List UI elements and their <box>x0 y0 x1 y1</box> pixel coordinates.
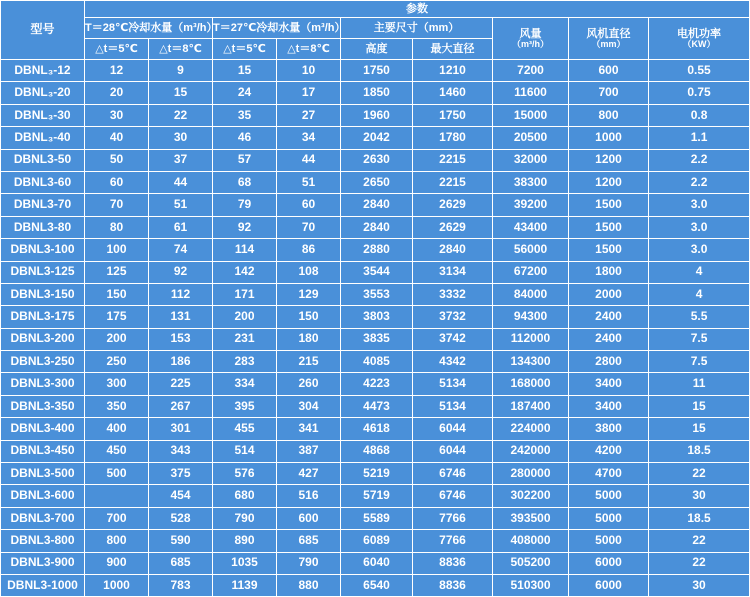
cell-motor-power: 22 <box>649 530 750 552</box>
cell-cooling-27-dt5: 15 <box>213 60 277 82</box>
cell-motor-power: 22 <box>649 463 750 485</box>
cell-model: DBNL3-250 <box>1 351 85 373</box>
table-row <box>1 194 750 216</box>
table-row <box>1 530 750 552</box>
cell-max-diameter: 4342 <box>413 351 493 373</box>
cell-cooling-27-dt5: 142 <box>213 261 277 283</box>
cell-air-volume: 15000 <box>493 104 569 126</box>
cell-model: DBNL₃-20 <box>1 82 85 104</box>
header-motor-power-label: 电机功率 <box>677 27 722 40</box>
cell-max-diameter: 2629 <box>413 194 493 216</box>
cell-motor-power: 11 <box>649 373 750 395</box>
cell-air-volume: 393500 <box>493 507 569 529</box>
cell-cooling-28-dt8: 61 <box>149 216 213 238</box>
cell-height: 6089 <box>341 530 413 552</box>
cell-fan-diameter: 1800 <box>569 261 649 283</box>
cell-model: DBNL3-500 <box>1 463 85 485</box>
cell-air-volume: 408000 <box>493 530 569 552</box>
cell-cooling-28-dt8: 375 <box>149 463 213 485</box>
cell-cooling-28-dt8: 131 <box>149 306 213 328</box>
header-air-volume-label: 风量 <box>519 27 542 40</box>
cell-air-volume: 168000 <box>493 373 569 395</box>
cell-model: DBNL3-200 <box>1 328 85 350</box>
cell-model: DBNL3-175 <box>1 306 85 328</box>
cell-cooling-27-dt8: 34 <box>277 127 341 149</box>
cell-max-diameter: 7766 <box>413 507 493 529</box>
cell-max-diameter: 1750 <box>413 104 493 126</box>
header-sub-28-dt5: △t＝5℃ <box>85 39 149 60</box>
cell-motor-power: 3.0 <box>649 216 750 238</box>
table-body <box>1 60 750 597</box>
cell-cooling-28-dt8: 783 <box>149 574 213 596</box>
cell-model: DBNL3-80 <box>1 216 85 238</box>
table-row <box>1 351 750 373</box>
cell-height: 5219 <box>341 463 413 485</box>
cell-model: DBNL3-150 <box>1 283 85 305</box>
cell-model: DBNL3-1000 <box>1 574 85 596</box>
cell-cooling-28-dt5: 450 <box>85 440 149 462</box>
cell-cooling-28-dt5: 1000 <box>85 574 149 596</box>
table-row <box>1 104 750 126</box>
cell-cooling-27-dt8: 150 <box>277 306 341 328</box>
cell-fan-diameter: 2000 <box>569 283 649 305</box>
table-row <box>1 306 750 328</box>
cell-cooling-27-dt5: 79 <box>213 194 277 216</box>
cell-max-diameter: 3134 <box>413 261 493 283</box>
cell-height: 4223 <box>341 373 413 395</box>
header-sub-27-dt5: △t＝5℃ <box>213 39 277 60</box>
cell-cooling-27-dt8: 427 <box>277 463 341 485</box>
cell-cooling-27-dt5: 1139 <box>213 574 277 596</box>
cell-max-diameter: 3332 <box>413 283 493 305</box>
cell-cooling-27-dt5: 171 <box>213 283 277 305</box>
cell-cooling-27-dt5: 200 <box>213 306 277 328</box>
cell-cooling-28-dt8: 44 <box>149 171 213 193</box>
cell-cooling-27-dt8: 44 <box>277 149 341 171</box>
cell-cooling-27-dt5: 46 <box>213 127 277 149</box>
cell-motor-power: 7.5 <box>649 328 750 350</box>
cell-cooling-27-dt8: 86 <box>277 239 341 261</box>
cell-fan-diameter: 1000 <box>569 127 649 149</box>
cell-max-diameter: 3742 <box>413 328 493 350</box>
cell-motor-power: 0.55 <box>649 60 750 82</box>
cell-fan-diameter: 6000 <box>569 574 649 596</box>
cell-max-diameter: 1460 <box>413 82 493 104</box>
cell-max-diameter: 2215 <box>413 171 493 193</box>
cell-fan-diameter: 3400 <box>569 373 649 395</box>
cell-fan-diameter: 6000 <box>569 552 649 574</box>
header-group-cooling-27: T＝27℃冷却水量（m³/h） <box>213 18 341 39</box>
cell-cooling-28-dt8: 225 <box>149 373 213 395</box>
cell-cooling-27-dt8: 180 <box>277 328 341 350</box>
cell-motor-power: 5.5 <box>649 306 750 328</box>
cell-motor-power: 3.0 <box>649 194 750 216</box>
cell-cooling-28-dt5: 20 <box>85 82 149 104</box>
cell-height: 4473 <box>341 395 413 417</box>
header-sub-28-dt8: △t＝8℃ <box>149 39 213 60</box>
cell-cooling-27-dt5: 455 <box>213 418 277 440</box>
cell-height: 2840 <box>341 194 413 216</box>
cell-cooling-28-dt5: 250 <box>85 351 149 373</box>
cell-fan-diameter: 1200 <box>569 149 649 171</box>
cell-cooling-27-dt8: 70 <box>277 216 341 238</box>
cell-model: DBNL3-450 <box>1 440 85 462</box>
cell-cooling-27-dt5: 68 <box>213 171 277 193</box>
cell-model: DBNL3-60 <box>1 171 85 193</box>
cell-cooling-28-dt8: 92 <box>149 261 213 283</box>
cell-max-diameter: 5134 <box>413 395 493 417</box>
table-row <box>1 283 750 305</box>
cell-max-diameter: 2215 <box>413 149 493 171</box>
cell-cooling-27-dt5: 790 <box>213 507 277 529</box>
cell-model: DBNL3-350 <box>1 395 85 417</box>
table-row <box>1 418 750 440</box>
cell-fan-diameter: 1500 <box>569 239 649 261</box>
header-fan-diameter-unit: （mm） <box>591 38 626 49</box>
cell-motor-power: 15 <box>649 395 750 417</box>
cell-cooling-27-dt5: 1035 <box>213 552 277 574</box>
table-row <box>1 149 750 171</box>
cell-model: DBNL3-70 <box>1 194 85 216</box>
cell-fan-diameter: 4700 <box>569 463 649 485</box>
cell-cooling-27-dt5: 395 <box>213 395 277 417</box>
cell-cooling-28-dt8: 301 <box>149 418 213 440</box>
cell-motor-power: 3.0 <box>649 239 750 261</box>
table-header <box>1 1 750 60</box>
cell-air-volume: 134300 <box>493 351 569 373</box>
cell-air-volume: 38300 <box>493 171 569 193</box>
cell-motor-power: 7.5 <box>649 351 750 373</box>
cell-model: DBNL3-600 <box>1 485 85 507</box>
cell-model: DBNL3-50 <box>1 149 85 171</box>
cell-max-diameter: 7766 <box>413 530 493 552</box>
cell-model: DBNL3-100 <box>1 239 85 261</box>
cell-model: DBNL₃-30 <box>1 104 85 126</box>
cell-fan-diameter: 2800 <box>569 351 649 373</box>
table-row <box>1 485 750 507</box>
cell-cooling-28-dt8: 37 <box>149 149 213 171</box>
cell-max-diameter: 1210 <box>413 60 493 82</box>
header-sub-height: 高度 <box>341 39 413 60</box>
cell-air-volume: 280000 <box>493 463 569 485</box>
cell-max-diameter: 8836 <box>413 552 493 574</box>
cell-fan-diameter: 3400 <box>569 395 649 417</box>
cell-air-volume: 7200 <box>493 60 569 82</box>
table-row <box>1 82 750 104</box>
header-fan-diameter-label: 风机直径 <box>586 27 631 40</box>
cell-fan-diameter: 600 <box>569 60 649 82</box>
cell-cooling-28-dt8: 22 <box>149 104 213 126</box>
cell-fan-diameter: 5000 <box>569 530 649 552</box>
cell-air-volume: 94300 <box>493 306 569 328</box>
header-motor-power <box>649 18 750 60</box>
cell-model: DBNL3-900 <box>1 552 85 574</box>
cell-cooling-28-dt5: 700 <box>85 507 149 529</box>
cell-height: 3803 <box>341 306 413 328</box>
cell-fan-diameter: 1500 <box>569 216 649 238</box>
cell-cooling-28-dt8: 267 <box>149 395 213 417</box>
table-row <box>1 60 750 82</box>
cell-cooling-28-dt5: 150 <box>85 283 149 305</box>
cell-cooling-28-dt8: 590 <box>149 530 213 552</box>
cell-cooling-28-dt5: 12 <box>85 60 149 82</box>
cell-cooling-28-dt5: 300 <box>85 373 149 395</box>
cell-cooling-27-dt5: 92 <box>213 216 277 238</box>
cell-air-volume: 224000 <box>493 418 569 440</box>
cell-cooling-27-dt5: 514 <box>213 440 277 462</box>
cell-model: DBNL₃-40 <box>1 127 85 149</box>
cell-cooling-28-dt5 <box>85 485 149 507</box>
cell-max-diameter: 6044 <box>413 418 493 440</box>
cell-cooling-27-dt8: 17 <box>277 82 341 104</box>
cell-cooling-27-dt8: 600 <box>277 507 341 529</box>
cell-motor-power: 22 <box>649 552 750 574</box>
cell-max-diameter: 6746 <box>413 485 493 507</box>
cell-cooling-27-dt8: 260 <box>277 373 341 395</box>
cell-max-diameter: 2840 <box>413 239 493 261</box>
cell-cooling-28-dt5: 125 <box>85 261 149 283</box>
cell-cooling-28-dt5: 60 <box>85 171 149 193</box>
cell-cooling-27-dt8: 27 <box>277 104 341 126</box>
cell-cooling-27-dt5: 231 <box>213 328 277 350</box>
cell-cooling-28-dt8: 528 <box>149 507 213 529</box>
cell-cooling-28-dt8: 15 <box>149 82 213 104</box>
cell-motor-power: 4 <box>649 261 750 283</box>
cell-fan-diameter: 700 <box>569 82 649 104</box>
cell-height: 3835 <box>341 328 413 350</box>
cell-cooling-27-dt5: 24 <box>213 82 277 104</box>
cell-fan-diameter: 5000 <box>569 485 649 507</box>
header-motor-power-unit: （KW） <box>682 38 716 49</box>
cell-height: 3544 <box>341 261 413 283</box>
cell-height: 1850 <box>341 82 413 104</box>
cell-air-volume: 187400 <box>493 395 569 417</box>
header-sub-max-diameter: 最大直径 <box>413 39 493 60</box>
cell-cooling-28-dt5: 40 <box>85 127 149 149</box>
cell-max-diameter: 2629 <box>413 216 493 238</box>
header-row-groups <box>1 18 750 39</box>
cell-cooling-28-dt8: 454 <box>149 485 213 507</box>
cell-cooling-27-dt8: 790 <box>277 552 341 574</box>
cell-air-volume: 67200 <box>493 261 569 283</box>
cell-cooling-28-dt5: 80 <box>85 216 149 238</box>
cell-cooling-28-dt5: 100 <box>85 239 149 261</box>
cell-air-volume: 56000 <box>493 239 569 261</box>
cell-model: DBNL3-800 <box>1 530 85 552</box>
cell-cooling-28-dt5: 900 <box>85 552 149 574</box>
cell-height: 2880 <box>341 239 413 261</box>
cell-cooling-27-dt8: 10 <box>277 60 341 82</box>
cell-height: 5589 <box>341 507 413 529</box>
cell-fan-diameter: 2400 <box>569 328 649 350</box>
cell-cooling-27-dt5: 334 <box>213 373 277 395</box>
header-model: 型号 <box>1 1 85 60</box>
cell-fan-diameter: 5000 <box>569 507 649 529</box>
table-row <box>1 507 750 529</box>
cell-cooling-27-dt5: 890 <box>213 530 277 552</box>
cell-cooling-27-dt5: 35 <box>213 104 277 126</box>
cell-model: DBNL3-400 <box>1 418 85 440</box>
header-sub-27-dt8: △t＝8℃ <box>277 39 341 60</box>
cell-max-diameter: 1780 <box>413 127 493 149</box>
cell-cooling-28-dt5: 500 <box>85 463 149 485</box>
cell-height: 6540 <box>341 574 413 596</box>
cell-cooling-27-dt8: 516 <box>277 485 341 507</box>
cell-cooling-27-dt5: 57 <box>213 149 277 171</box>
cell-cooling-28-dt8: 685 <box>149 552 213 574</box>
cell-motor-power: 4 <box>649 283 750 305</box>
cell-height: 2630 <box>341 149 413 171</box>
cell-model: DBNL3-300 <box>1 373 85 395</box>
table-row <box>1 328 750 350</box>
header-fan-diameter <box>569 18 649 60</box>
cell-model: DBNL3-700 <box>1 507 85 529</box>
cell-height: 4085 <box>341 351 413 373</box>
cell-air-volume: 43400 <box>493 216 569 238</box>
cell-cooling-28-dt5: 175 <box>85 306 149 328</box>
cell-height: 2840 <box>341 216 413 238</box>
cell-motor-power: 0.8 <box>649 104 750 126</box>
cell-cooling-28-dt8: 9 <box>149 60 213 82</box>
cell-cooling-27-dt8: 685 <box>277 530 341 552</box>
cell-cooling-28-dt8: 51 <box>149 194 213 216</box>
table-row <box>1 216 750 238</box>
cell-height: 6040 <box>341 552 413 574</box>
cell-cooling-28-dt5: 30 <box>85 104 149 126</box>
table-row <box>1 373 750 395</box>
cell-cooling-27-dt5: 576 <box>213 463 277 485</box>
cell-cooling-28-dt5: 350 <box>85 395 149 417</box>
header-group-main-size: 主要尺寸（mm） <box>341 18 493 39</box>
cell-height: 1960 <box>341 104 413 126</box>
table-row <box>1 261 750 283</box>
cell-motor-power: 18.5 <box>649 440 750 462</box>
cell-cooling-27-dt8: 129 <box>277 283 341 305</box>
cell-air-volume: 242000 <box>493 440 569 462</box>
cell-air-volume: 510300 <box>493 574 569 596</box>
cell-cooling-27-dt5: 114 <box>213 239 277 261</box>
cell-max-diameter: 5134 <box>413 373 493 395</box>
table-row <box>1 552 750 574</box>
cell-max-diameter: 6746 <box>413 463 493 485</box>
table-row <box>1 171 750 193</box>
cell-air-volume: 20500 <box>493 127 569 149</box>
cell-cooling-28-dt5: 70 <box>85 194 149 216</box>
cell-height: 2042 <box>341 127 413 149</box>
header-parameters: 参数 <box>85 1 750 18</box>
cell-motor-power: 2.2 <box>649 149 750 171</box>
cell-cooling-28-dt5: 400 <box>85 418 149 440</box>
cell-motor-power: 0.75 <box>649 82 750 104</box>
table-row <box>1 395 750 417</box>
table-row <box>1 127 750 149</box>
cell-fan-diameter: 2400 <box>569 306 649 328</box>
cell-air-volume: 505200 <box>493 552 569 574</box>
cell-motor-power: 15 <box>649 418 750 440</box>
cell-cooling-27-dt8: 387 <box>277 440 341 462</box>
cell-cooling-28-dt8: 186 <box>149 351 213 373</box>
cell-height: 4618 <box>341 418 413 440</box>
cell-fan-diameter: 3800 <box>569 418 649 440</box>
cell-cooling-28-dt8: 30 <box>149 127 213 149</box>
table-row <box>1 574 750 596</box>
cell-air-volume: 84000 <box>493 283 569 305</box>
header-air-volume-unit: （m³/h） <box>512 38 549 49</box>
cell-motor-power: 1.1 <box>649 127 750 149</box>
cell-motor-power: 18.5 <box>649 507 750 529</box>
table-row <box>1 239 750 261</box>
cell-height: 1750 <box>341 60 413 82</box>
cell-cooling-28-dt5: 800 <box>85 530 149 552</box>
cell-max-diameter: 8836 <box>413 574 493 596</box>
cell-model: DBNL₃-12 <box>1 60 85 82</box>
cell-air-volume: 39200 <box>493 194 569 216</box>
cell-height: 3553 <box>341 283 413 305</box>
cell-fan-diameter: 800 <box>569 104 649 126</box>
cell-air-volume: 11600 <box>493 82 569 104</box>
header-row-top <box>1 1 750 18</box>
cell-height: 4868 <box>341 440 413 462</box>
cell-fan-diameter: 1500 <box>569 194 649 216</box>
cell-cooling-27-dt8: 304 <box>277 395 341 417</box>
header-air-volume <box>493 18 569 60</box>
cell-cooling-28-dt8: 343 <box>149 440 213 462</box>
cell-motor-power: 2.2 <box>649 171 750 193</box>
cell-motor-power: 30 <box>649 485 750 507</box>
cell-cooling-27-dt8: 60 <box>277 194 341 216</box>
cell-air-volume: 32000 <box>493 149 569 171</box>
table-row <box>1 440 750 462</box>
header-group-cooling-28: T＝28℃冷却水量（m³/h） <box>85 18 213 39</box>
cell-cooling-28-dt8: 153 <box>149 328 213 350</box>
cell-model: DBNL3-125 <box>1 261 85 283</box>
cell-air-volume: 112000 <box>493 328 569 350</box>
cell-cooling-27-dt8: 108 <box>277 261 341 283</box>
cell-max-diameter: 3732 <box>413 306 493 328</box>
cell-cooling-28-dt8: 74 <box>149 239 213 261</box>
cell-max-diameter: 6044 <box>413 440 493 462</box>
cell-cooling-28-dt8: 112 <box>149 283 213 305</box>
cell-cooling-28-dt5: 200 <box>85 328 149 350</box>
cell-cooling-27-dt8: 880 <box>277 574 341 596</box>
cell-cooling-27-dt8: 51 <box>277 171 341 193</box>
cell-height: 5719 <box>341 485 413 507</box>
table-row <box>1 463 750 485</box>
cell-fan-diameter: 1200 <box>569 171 649 193</box>
cell-cooling-27-dt8: 215 <box>277 351 341 373</box>
cell-air-volume: 302200 <box>493 485 569 507</box>
cell-cooling-27-dt5: 680 <box>213 485 277 507</box>
cell-motor-power: 30 <box>649 574 750 596</box>
cell-cooling-27-dt8: 341 <box>277 418 341 440</box>
cell-cooling-28-dt5: 50 <box>85 149 149 171</box>
cell-cooling-27-dt5: 283 <box>213 351 277 373</box>
cell-height: 2650 <box>341 171 413 193</box>
cell-fan-diameter: 4200 <box>569 440 649 462</box>
